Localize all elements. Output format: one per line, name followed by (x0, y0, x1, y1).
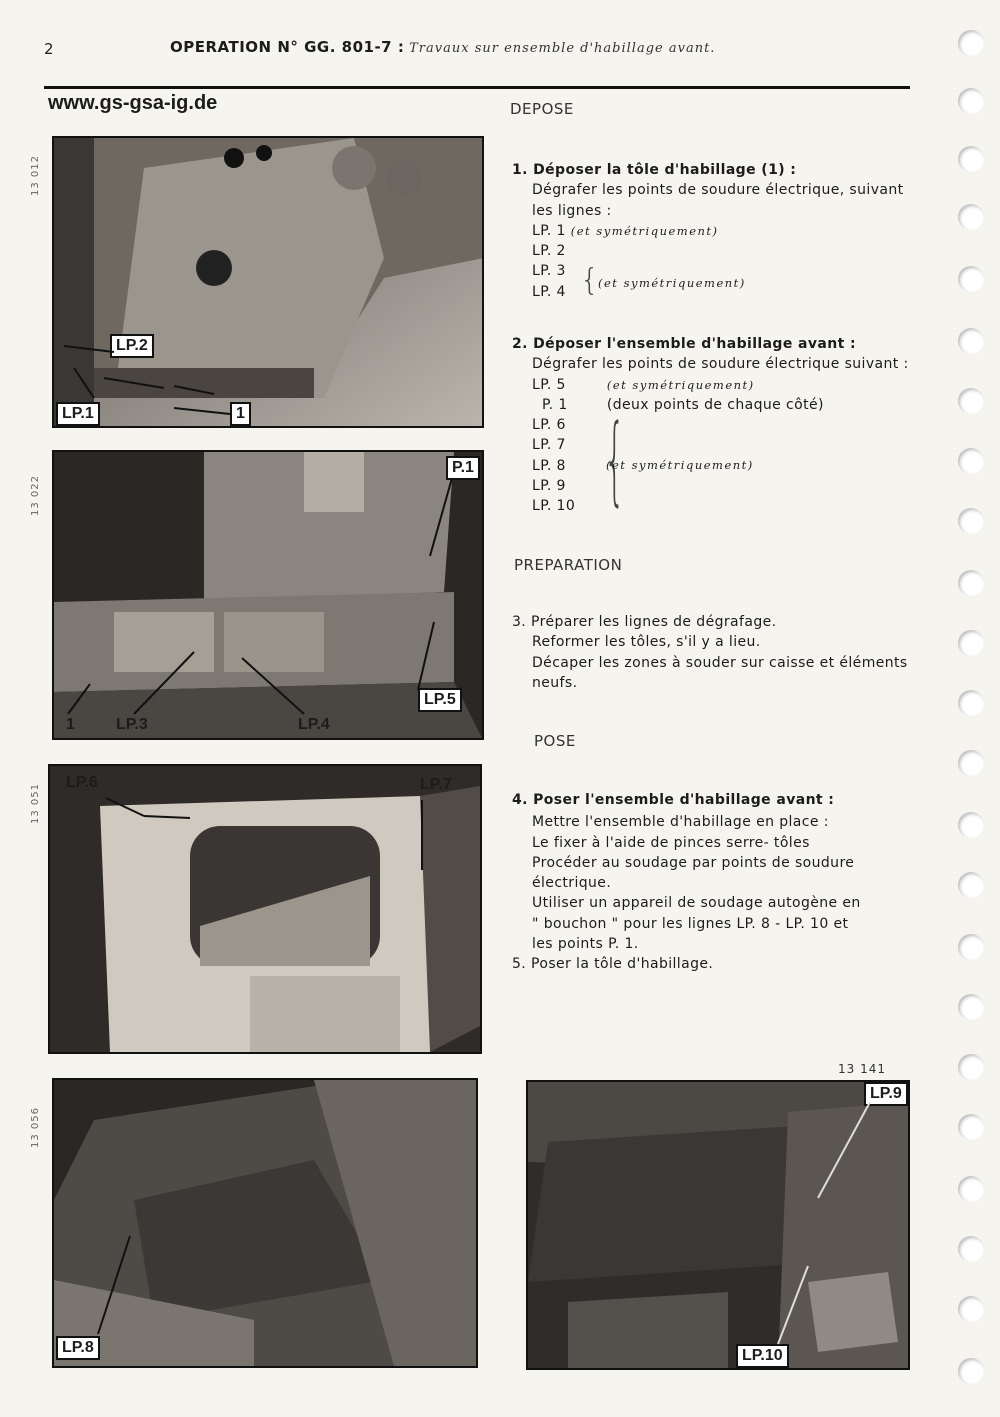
binder-hole (958, 750, 984, 776)
step-2 (512, 334, 912, 517)
step-4-title: 4. Poser l'ensemble d'habillage avant : (512, 792, 835, 808)
group-note: (et symétriquement) (606, 458, 754, 472)
lp1-note: (et symétriquement) (570, 223, 719, 238)
label-lp5: LP.5 (418, 688, 462, 712)
lp6-code: LP. 6 (532, 417, 566, 434)
binder-hole (958, 448, 984, 474)
lp5-code: LP. 5 (532, 376, 566, 393)
step-1-title: 1. Déposer la tôle d'habillage (1) : (512, 162, 797, 178)
lp3-code: LP. 3 (532, 263, 566, 280)
binder-hole (958, 812, 984, 838)
photo-front-panel-2 (52, 450, 484, 740)
step-2-line1: Dégrafer les points de soudure électrique suivant : (532, 356, 909, 373)
step-4-line3: Procéder au soudage par points de soudure (532, 854, 855, 871)
step-3 (512, 612, 922, 693)
lp9-code: LP. 9 (532, 478, 566, 495)
lp7-code: LP. 7 (532, 437, 566, 454)
step-3-line3: Décaper les zones à souder sur caisse et éléments (532, 654, 908, 671)
binder-hole (958, 88, 984, 114)
arrows (54, 1080, 476, 1366)
binder-hole (958, 328, 984, 354)
photo-front-panel-1 (52, 136, 484, 428)
label-1: 1 (66, 716, 75, 733)
step-4 (512, 790, 912, 975)
binder-hole (958, 630, 984, 656)
section-depose: DEPOSE (510, 100, 574, 118)
operation-code: OPERATION N° GG. 801-7 : (170, 38, 405, 56)
lp34-note: (et symétriquement) (598, 276, 746, 290)
label-lp3: LP.3 (116, 716, 148, 733)
step-1-line1: Dégrafer les points de soudure électrique, suivant (532, 182, 904, 199)
label-lp6: LP.6 (66, 774, 98, 791)
step-2-title: 2. Déposer l'ensemble d'habillage avant : (512, 336, 856, 352)
figure-ref: 13 022 (30, 475, 41, 516)
page-number: 2 (44, 40, 54, 58)
brace: { (580, 263, 600, 298)
lp1-code: LP. 1 (532, 222, 566, 239)
label-lp4: LP.4 (298, 716, 330, 733)
website-watermark: www.gs-gsa-ig.de (48, 92, 218, 114)
figure-ref: 13 141 (838, 1062, 886, 1076)
step-3-line4: neufs. (532, 674, 578, 691)
binder-hole (958, 204, 984, 230)
binder-hole (958, 1054, 984, 1080)
binder-hole (958, 146, 984, 172)
step-4-line7: les points P. 1. (532, 936, 639, 953)
step-4-line5: Utiliser un appareil de soudage autogène en (532, 895, 861, 912)
section-pose: POSE (534, 732, 576, 750)
label-lp8: LP.8 (56, 1336, 100, 1360)
lp4-code: LP. 4 (532, 283, 566, 300)
label-lp10: LP.10 (736, 1344, 789, 1368)
lp2-code: LP. 2 (532, 243, 566, 260)
binder-hole (958, 1176, 984, 1202)
p1-code: P. 1 (542, 396, 568, 413)
header-rule (44, 86, 910, 89)
binder-hole (958, 872, 984, 898)
step-4-line4: électrique. (532, 875, 612, 892)
p1-note: (deux points de chaque côté) (606, 396, 824, 413)
binder-hole (958, 994, 984, 1020)
step-4-line1: Mettre l'ensemble d'habillage en place : (532, 814, 829, 831)
binder-hole (958, 934, 984, 960)
label-lp1: LP.1 (56, 402, 100, 426)
binder-hole (958, 1114, 984, 1140)
label-p1: P.1 (446, 456, 480, 480)
label-lp2: LP.2 (110, 334, 154, 358)
arrows (528, 1082, 908, 1368)
binder-hole (958, 266, 984, 292)
arrows (54, 138, 482, 426)
binder-hole (958, 1358, 984, 1384)
label-lp7: LP.7 (420, 776, 452, 793)
binder-hole (958, 508, 984, 534)
step-3-title: 3. Préparer les lignes de dégrafage. (512, 614, 777, 630)
brace: { (603, 404, 626, 516)
figure-ref: 13 051 (30, 783, 41, 824)
step-5: 5. Poser la tôle d'habillage. (512, 956, 714, 973)
binder-hole (958, 1236, 984, 1262)
arrows (54, 452, 482, 738)
lp10-code: LP. 10 (532, 498, 576, 515)
page-header (170, 38, 715, 56)
section-preparation: PREPARATION (514, 556, 623, 574)
arrows (50, 766, 480, 1052)
binder-hole (958, 690, 984, 716)
binder-hole (958, 30, 984, 56)
step-3-line2: Reformer les tôles, s'il y a lieu. (532, 634, 761, 651)
binder-hole (958, 388, 984, 414)
photo-front-panel-3 (48, 764, 482, 1054)
photo-front-panel-5 (526, 1080, 910, 1370)
lp5-note: (et symétriquement) (606, 377, 755, 392)
label-lp9: LP.9 (864, 1082, 908, 1106)
binder-hole (958, 1296, 984, 1322)
binder-hole (958, 570, 984, 596)
operation-title: Travaux sur ensemble d'habillage avant. (409, 41, 716, 56)
photo-front-panel-4 (52, 1078, 478, 1368)
step-4-line2: Le fixer à l'aide de pinces serre- tôles (532, 834, 810, 851)
figure-ref: 13 056 (30, 1107, 41, 1148)
lp8-code: LP. 8 (532, 457, 566, 474)
figure-ref: 13 012 (30, 155, 41, 196)
label-1: 1 (230, 402, 251, 426)
step-1-line2: les lignes : (532, 202, 612, 219)
step-4-line6: " bouchon " pour les lignes LP. 8 - LP. 10 et (532, 915, 849, 932)
